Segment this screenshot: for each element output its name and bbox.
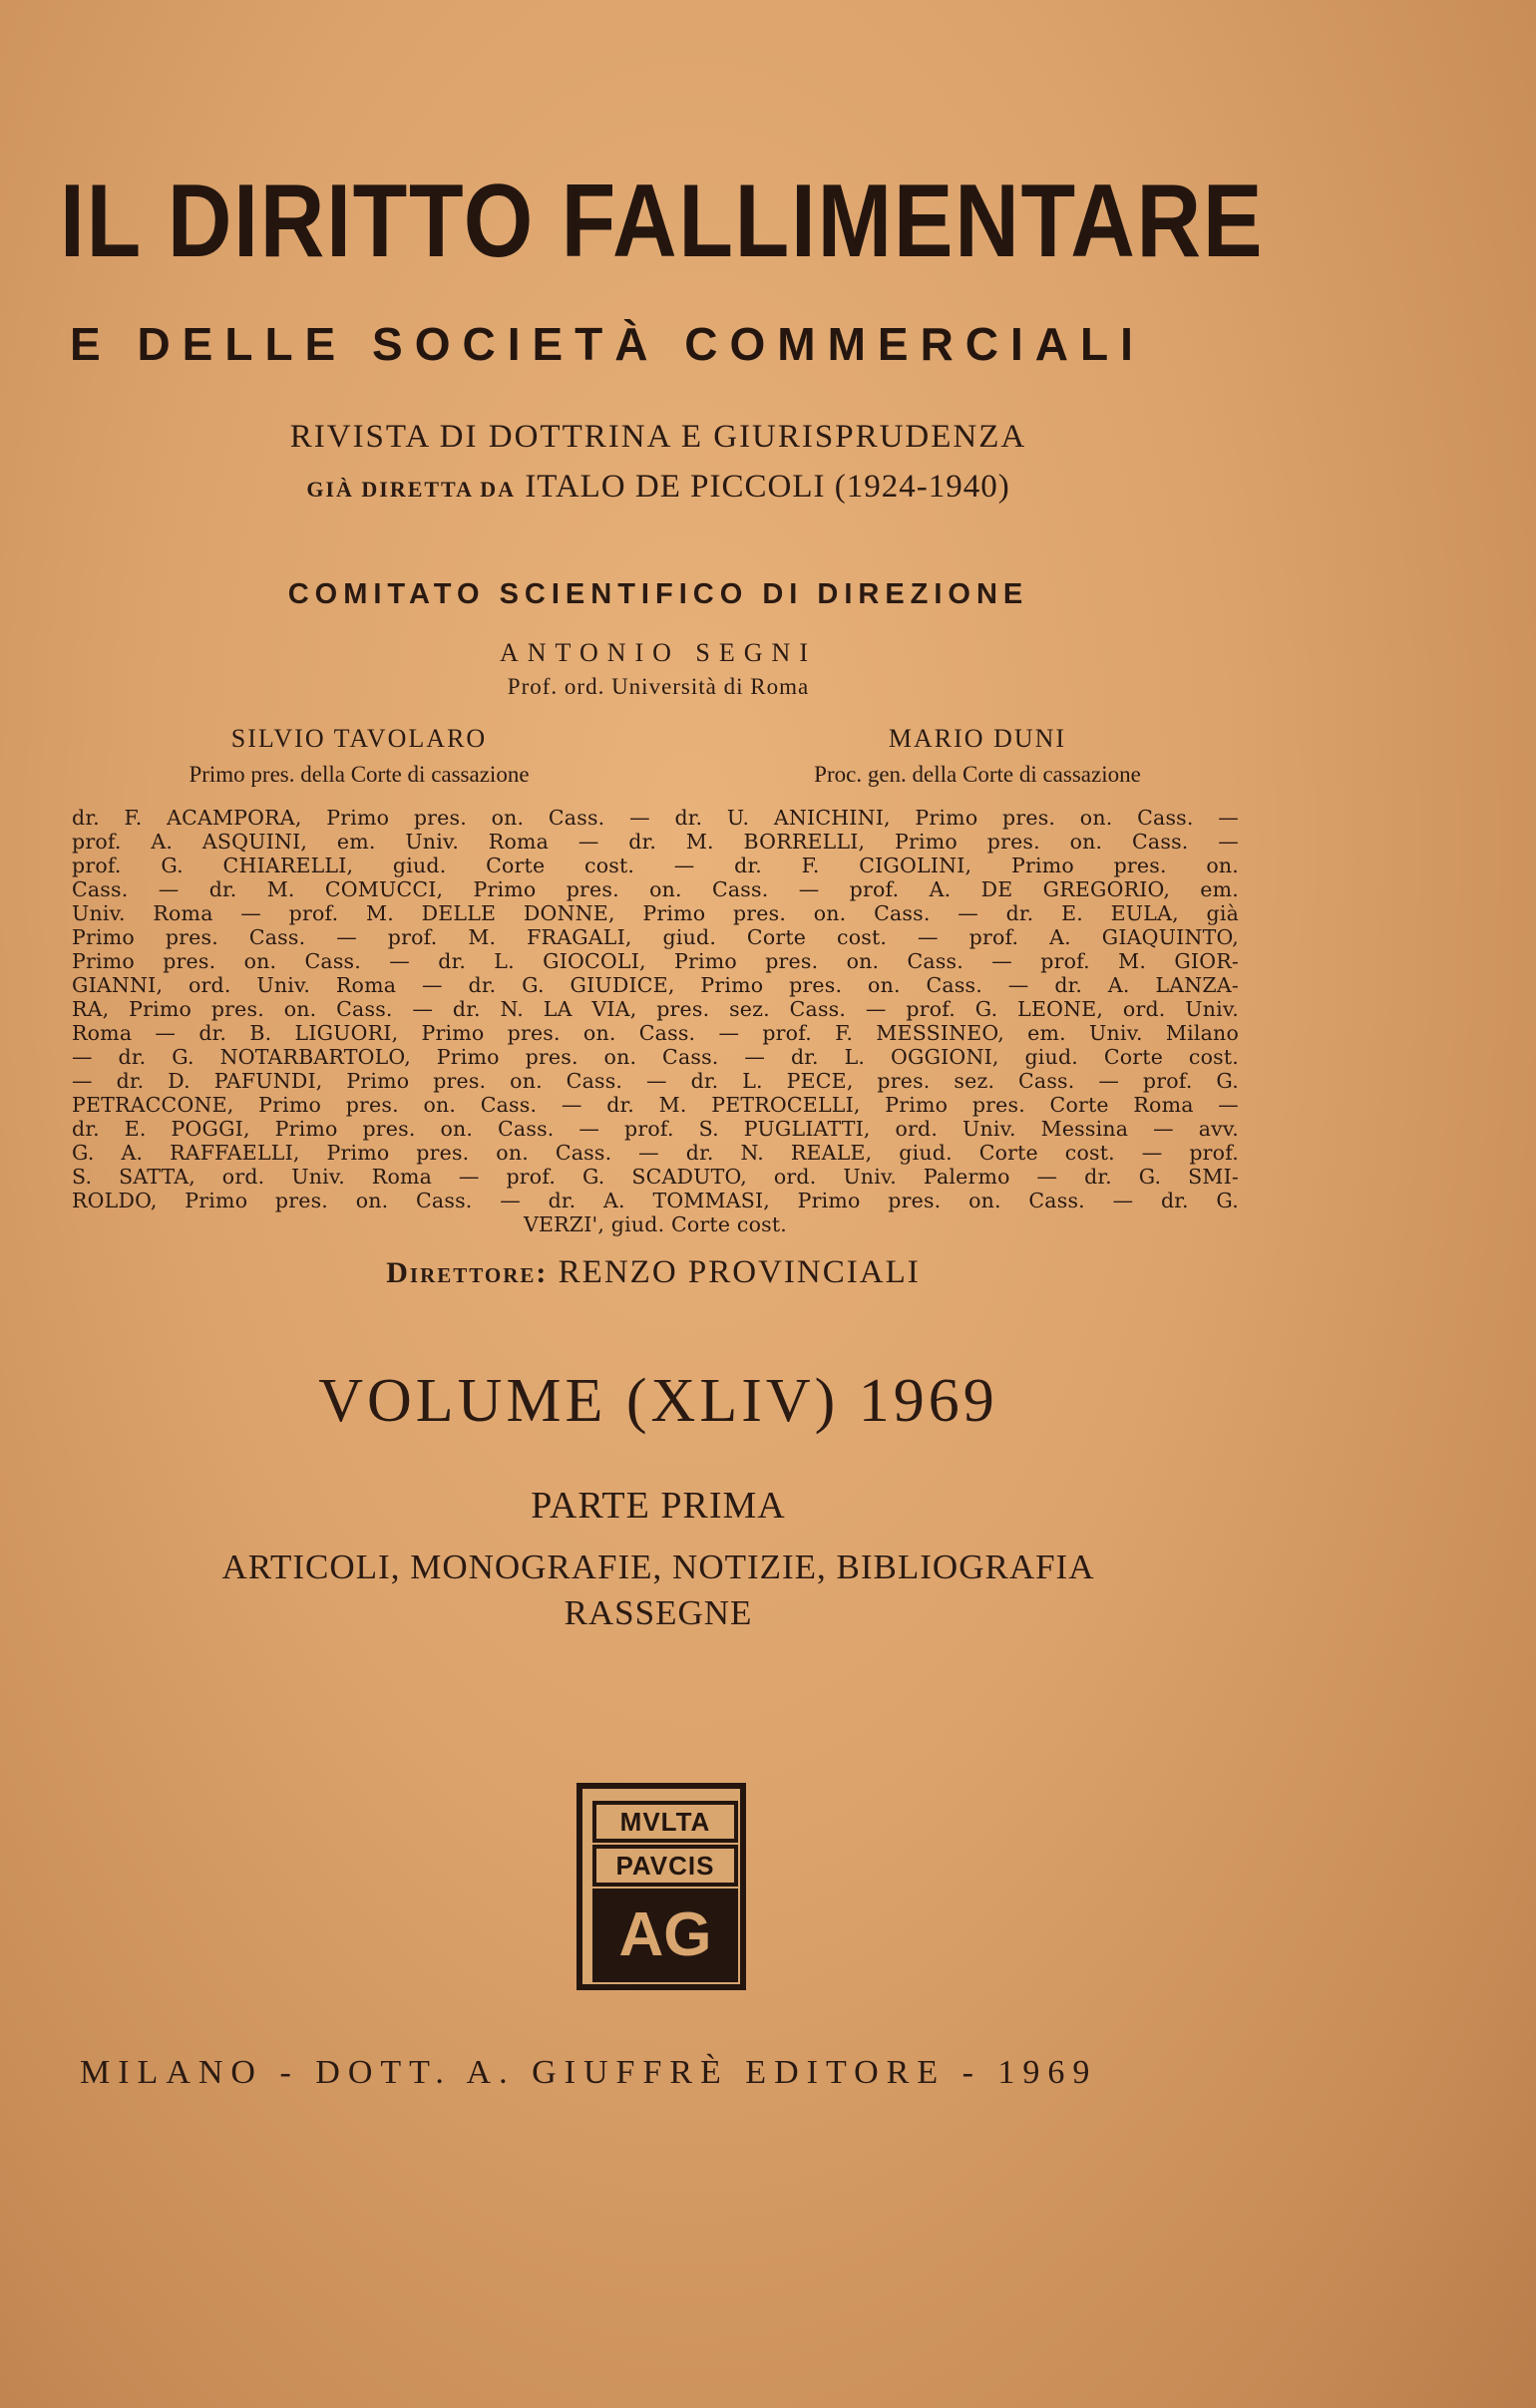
member-name: MARIO DUNI — [888, 724, 1067, 753]
members-line: — dr. D. PAFUNDI, Primo pres. on. Cass. — dr. L. PECE, pres. sez. Cass. — prof. G. — [72, 1069, 1239, 1093]
publisher-footer: MILANO - DOTT. A. GIUFFRÈ EDITORE - 1969 — [80, 2054, 1098, 2091]
committee-president-name: ANTONIO SEGNI — [499, 638, 817, 667]
journal-title: IL DIRITTO FALLIMENTARE — [60, 164, 1265, 279]
members-line: VERZI', giud. Corte cost. — [523, 1212, 788, 1236]
committee-right-member — [718, 724, 1237, 788]
member-role: Proc. gen. della Corte di cassazione — [814, 762, 1141, 787]
committee-heading: COMITATO SCIENTIFICO DI DIREZIONE — [287, 578, 1029, 610]
members-line: Univ. Roma — prof. M. DELLE DONNE, Primo pres. on. Cass. — dr. E. EULA, già — [72, 901, 1239, 925]
logo-text-3: AG — [592, 1889, 738, 1982]
members-line: ROLDO, Primo pres. on. Cass. — dr. A. TOMMASI, Primo pres. on. Cass. — dr. G. — [72, 1189, 1239, 1212]
volume-heading: VOLUME (XLIV) 1969 — [318, 1367, 998, 1435]
director-label: Direttore: — [386, 1256, 549, 1289]
members-line: Primo pres. on. Cass. — dr. L. GIOCOLI, Primo pres. on. Cass. — prof. M. GIOR- — [72, 949, 1239, 973]
members-line: RA, Primo pres. on. Cass. — dr. N. LA VIA, pres. sez. Cass. — prof. G. LEONE, ord. Univ. — [72, 997, 1239, 1021]
director-name: RENZO PROVINCIALI — [558, 1254, 921, 1290]
part-heading: PARTE PRIMA — [531, 1485, 786, 1527]
members-line: prof. A. ASQUINI, em. Univ. Roma — dr. M. BORRELLI, Primo pres. on. Cass. — — [72, 830, 1239, 854]
members-line: Primo pres. Cass. — prof. M. FRAGALI, giud. Corte cost. — prof. A. GIAQUINTO, — [72, 925, 1239, 949]
publisher-logo — [576, 1783, 746, 1990]
director-line — [0, 1254, 1307, 1291]
members-line: G. A. RAFFAELLI, Primo pres. on. Cass. — dr. N. REALE, giud. Corte cost. — prof. — [72, 1141, 1239, 1165]
founder-line — [0, 469, 1317, 506]
member-role: Primo pres. della Corte di cassazione — [189, 762, 530, 787]
logo-text-2: PAVCIS — [592, 1845, 738, 1887]
members-line: PETRACCONE, Primo pres. on. Cass. — dr. M. PETROCELLI, Primo pres. Corte Roma — — [72, 1093, 1239, 1117]
members-line: dr. E. POGGI, Primo pres. on. Cass. — prof. S. PUGLIATTI, ord. Univ. Messina — avv. — [72, 1117, 1239, 1141]
member-name: SILVIO TAVOLARO — [230, 724, 488, 753]
founder-label: GIÀ DIRETTA DA — [306, 477, 517, 502]
members-line: Roma — dr. B. LIGUORI, Primo pres. on. Cass. — prof. F. MESSINEO, em. Univ. Milano — [72, 1021, 1239, 1045]
members-line: dr. F. ACAMPORA, Primo pres. on. Cass. — dr. U. ANICHINI, Primo pres. on. Cass. — — [72, 806, 1239, 830]
journal-description: RIVISTA DI DOTTRINA E GIURISPRUDENZA — [289, 419, 1027, 455]
founder-name: ITALO DE PICCOLI (1924-1940) — [525, 469, 1010, 505]
committee-president-role: Prof. ord. Università di Roma — [507, 674, 810, 699]
members-line: Cass. — dr. M. COMUCCI, Primo pres. on. Cass. — prof. A. DE GREGORIO, em. — [72, 877, 1239, 901]
contents-line-2: RASSEGNE — [564, 1593, 753, 1632]
committee-left-member — [110, 724, 608, 788]
logo-text-1: MVLTA — [592, 1801, 738, 1843]
committee-members-list — [72, 806, 1239, 1236]
members-line: S. SATTA, ord. Univ. Roma — prof. G. SCADUTO, ord. Univ. Palermo — dr. G. SMI- — [72, 1165, 1239, 1189]
members-line: prof. G. CHIARELLI, giud. Corte cost. — dr. F. CIGOLINI, Primo pres. on. — [72, 854, 1239, 877]
contents-line-1: ARTICOLI, MONOGRAFIE, NOTIZIE, BIBLIOGRAFIA — [221, 1548, 1095, 1586]
members-line: GIANNI, ord. Univ. Roma — dr. G. GIUDICE, Primo pres. on. Cass. — dr. A. LANZA- — [72, 973, 1239, 997]
members-line: — dr. G. NOTARBARTOLO, Primo pres. on. Cass. — dr. L. OGGIONI, giud. Corte cost. — [72, 1045, 1239, 1069]
journal-subtitle: E DELLE SOCIETÀ COMMERCIALI — [70, 318, 1145, 370]
